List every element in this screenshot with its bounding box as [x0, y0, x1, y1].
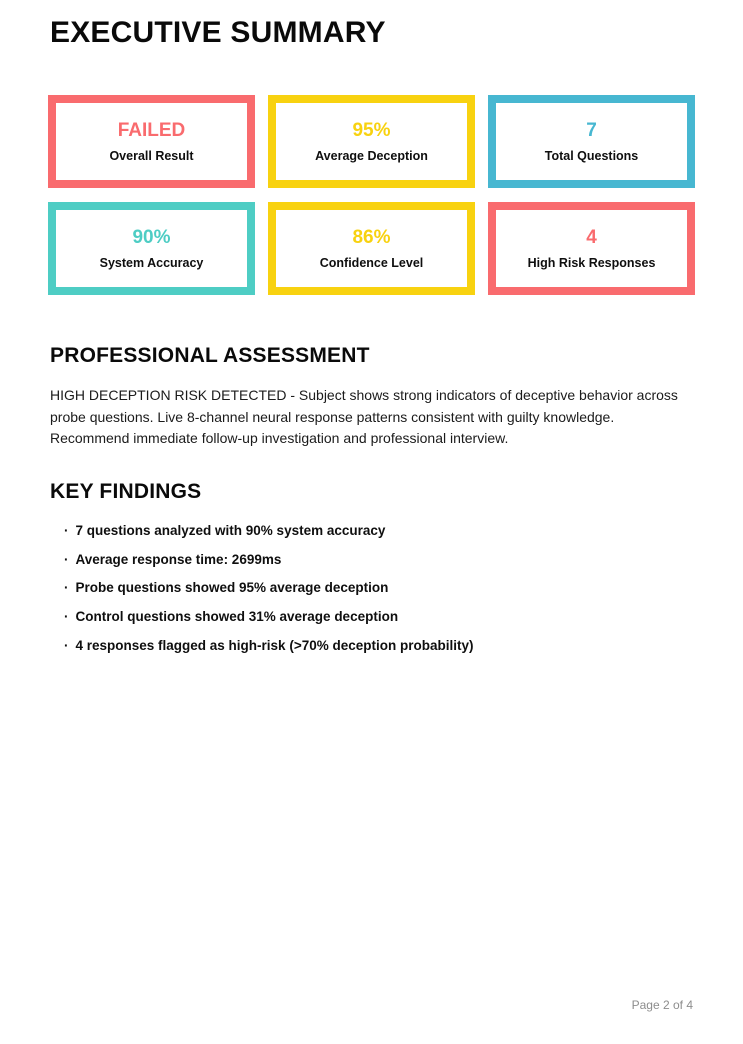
bullet-icon: · — [64, 580, 69, 596]
key-findings-list — [64, 523, 473, 666]
stat-value: 4 — [586, 226, 597, 248]
key-finding-item — [64, 609, 473, 625]
key-finding-text: 4 responses flagged as high-risk (>70% deception probability) — [75, 637, 474, 653]
stat-card-system-accuracy — [48, 202, 255, 295]
professional-assessment-text: HIGH DECEPTION RISK DETECTED - Subject shows strong indicators of deceptive behavior across probe questions. Live 8-channel neural response patterns consistent with guilty knowledge. Recommend immediate follow-up investigation and professional interview. — [50, 387, 678, 446]
key-finding-item — [64, 580, 473, 596]
key-finding-text: Probe questions showed 95% average deception — [75, 580, 389, 596]
key-finding-item — [64, 523, 473, 539]
stat-value: 95% — [352, 119, 391, 141]
summary-stat-cards — [48, 95, 695, 295]
stat-value: 7 — [586, 119, 597, 141]
bullet-icon: · — [64, 609, 69, 625]
stat-label: Overall Result — [109, 148, 194, 163]
professional-assessment-heading: PROFESSIONAL ASSESSMENT — [50, 344, 370, 367]
key-finding-text: 7 questions analyzed with 90% system accuracy — [75, 523, 386, 538]
key-finding-text: Average response time: 2699ms — [75, 551, 282, 567]
stat-card-average-deception — [268, 95, 475, 188]
key-findings-heading: KEY FINDINGS — [50, 480, 202, 503]
page-number: Page 2 of 4 — [631, 998, 693, 1012]
page-title: EXECUTIVE SUMMARY — [50, 16, 386, 49]
key-finding-text: Control questions showed 31% average deception — [75, 609, 399, 625]
stat-card-confidence-level — [268, 202, 475, 295]
key-finding-item — [64, 552, 473, 568]
stat-label: Total Questions — [544, 148, 639, 163]
stat-label: System Accuracy — [99, 255, 204, 270]
stat-card-total-questions — [488, 95, 695, 188]
key-finding-item — [64, 638, 473, 654]
stat-label: High Risk Responses — [527, 255, 656, 270]
stat-label: Average Deception — [315, 148, 428, 163]
stat-value: 90% — [132, 226, 171, 248]
stat-card-high-risk-responses — [488, 202, 695, 295]
bullet-icon: · — [64, 551, 69, 567]
stat-card-overall-result — [48, 95, 255, 188]
stat-value: FAILED — [117, 119, 186, 141]
bullet-icon: · — [64, 523, 69, 538]
stat-value: 86% — [352, 226, 391, 248]
bullet-icon: · — [64, 637, 69, 653]
stat-label: Confidence Level — [319, 255, 424, 270]
